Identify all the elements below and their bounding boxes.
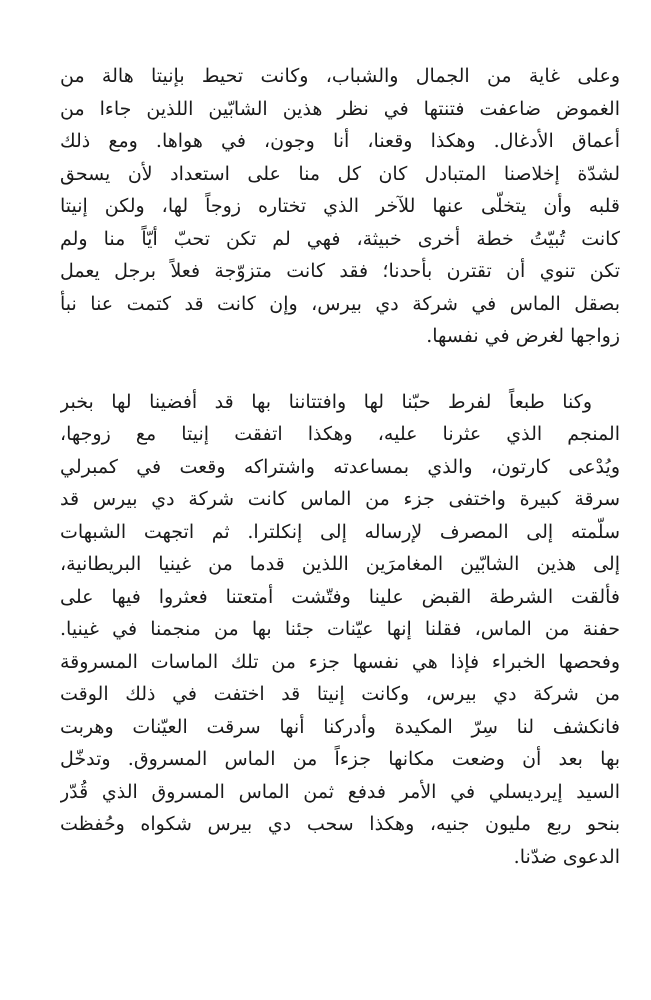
paragraph-gap — [60, 353, 620, 386]
text-line: وكنا طبعاً لفرط حبّنا لها وافتتاننا بها قد أفضينا لها بخبر — [60, 390, 592, 413]
text-line: تكن تنوي أن تقترن بأحدنا؛ فقد كانت متزوّجة فعلاً برجل يعمل — [60, 260, 620, 282]
text-line: بصقل الماس في شركة دي بيرس، وإن كانت قد كتمت عنا نبأ — [60, 292, 620, 315]
text-line: الدعوى ضدّنا. — [513, 845, 620, 868]
text-line: ويُدْعى كارتون، والذي بمساعدته واشتراكه وقعت في كمبرلي — [60, 455, 620, 478]
text-line: قلبه وأن يتخلّى عنها للآخر الذي تختاره زوجاً لها، ولكن إنيتا — [60, 195, 620, 217]
text-line: إلى هذين الشابّين المغامرَين اللذين قدما من غينيا البريطانية، — [60, 553, 620, 575]
text-line: فانكشف لنا سِرّ المكيدة وأدركنا أنها سرقت العيّنات وهربت — [60, 715, 620, 738]
text-line: بنحو ربع مليون جنيه، وهكذا سحب دي بيرس شكواه وحُفظت — [60, 813, 620, 835]
text-line: من شركة دي بيرس، وكانت إنيتا قد اختفت في ذلك الوقت — [60, 683, 620, 705]
text-line: كانت تُبيّتُ خطة أخرى خبيثة، فهي لم تكن تحبّ أيّاً منا ولم — [60, 227, 620, 250]
text-line: سرقة كبيرة واختفى جزء من الماس كانت شركة دي بيرس قد — [60, 488, 620, 510]
paragraph-2 — [60, 386, 620, 874]
text-line: وفحصها الخبراء فإذا هي نفسها جزء من تلك الماسات المسروقة — [60, 650, 620, 673]
text-line: بها بعد أن وضعت مكانها جزءاً من الماس المسروق. وتدخّل — [60, 748, 620, 770]
text-line: لشدّة إخلاصنا المتبادل كان كل منا على استعداد لأن يسحق — [60, 162, 620, 185]
text-line: المنجم الذي عثرنا عليه، وهكذا اتفقت إنيتا مع زوجها، — [60, 423, 620, 445]
text-line: حفنة من الماس، فقلنا إنها عيّنات جئنا بها من منجمنا في غينيا. — [60, 618, 620, 640]
paragraph-1 — [60, 60, 620, 353]
text-line: سلّمته إلى المصرف لإرساله إلى إنكلترا. ثم اتجهت الشبهات — [60, 520, 620, 543]
text-line: وعلى غاية من الجمال والشباب، وكانت تحيط بإنيتا هالة من — [60, 65, 620, 87]
text-line: السيد إيرديسلي في الأمر فدفع ثمن الماس المسروق الذي قُدّر — [60, 780, 620, 803]
text-line: الغموض ضاعفت فتنتها في نظر هذين الشابّين اللذين جاءا من — [60, 97, 620, 120]
text-line: فألقت الشرطة القبض علينا وفتّشت أمتعتنا فعثروا فيها على — [60, 585, 620, 608]
text-line: زواجها لغرض في نفسها. — [426, 325, 620, 347]
document-page — [60, 60, 620, 985]
text-line: أعماق الأدغال. وهكذا وقعنا، أنا وجون، في هواها. ومع ذلك — [60, 130, 620, 152]
